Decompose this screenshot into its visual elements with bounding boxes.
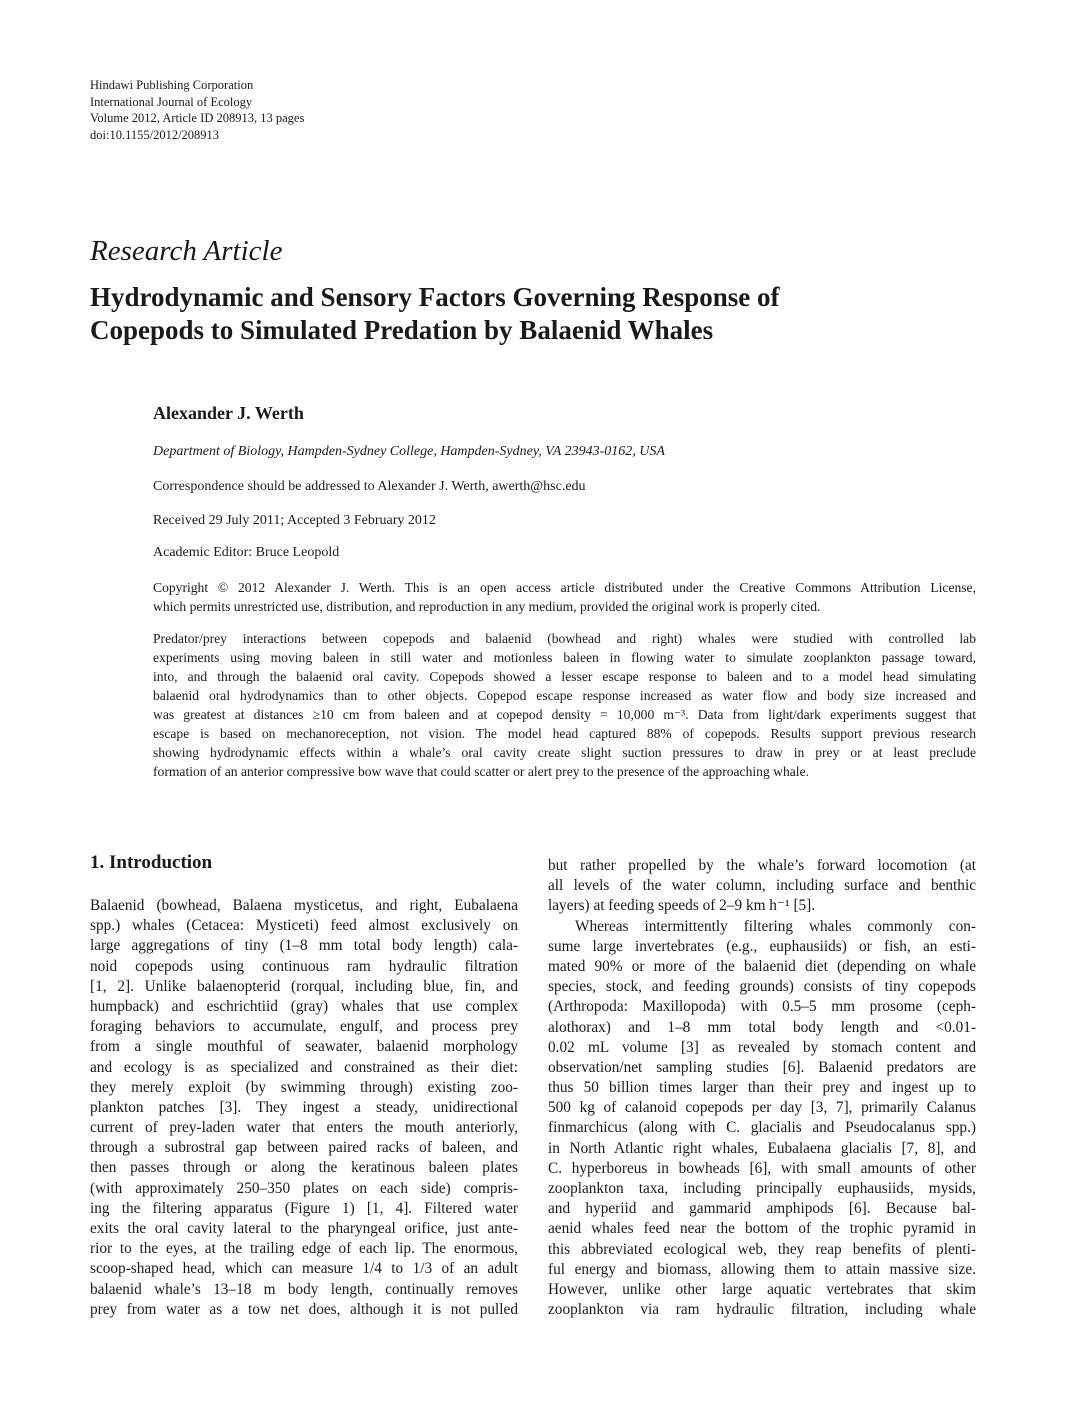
body-line: rior to the eyes, at the trailing edge of each lip. The enormous, [90,1240,518,1258]
title-line: Copepods to Simulated Predation by Balaenid Whales [90,315,714,345]
body-line: 500 kg of calanoid copepods per day [3, 7], primarily Calanus [548,1099,976,1117]
body-line: from a single mouthful of seawater, balaenid morphology [90,1038,518,1056]
abstract-line: escape is based on mechanoreception, not vision. The model head captured 88% of copepods. Results support previous research [153,726,976,741]
body-line: sume large invertebrates (e.g., euphausiids) or fish, an esti- [548,937,976,955]
body-line: C. hyperboreus in bowheads [6], with small amounts of other [548,1159,976,1177]
abstract-line: experiments using moving baleen in still water and motionless baleen in flowing water to simulate zooplankton passage toward, [153,650,976,665]
copyright-notice [153,578,976,616]
abstract-line: formation of an anterior compressive bow wave that could scatter or alert prey to the presence of the approaching whale. [153,764,810,779]
body-line: Whereas intermittently filtering whales commonly con- [575,917,976,935]
body-line: humpback) and eschrichtiid (gray) whales that use complex [90,997,518,1015]
author-affiliation: Department of Biology, Hampden-Sydney College, Hampden-Sydney, VA 23943-0162, USA [153,444,665,459]
body-line: (with approximately 250–350 plates on each side) compris- [90,1179,518,1197]
title-line: Hydrodynamic and Sensory Factors Governing Response of [90,282,780,312]
copyright-line: which permits unrestricted use, distribution, and reproduction in any medium, provided the original work is properly cited. [153,599,821,614]
body-line: prey from water as a tow net does, although it is not pulled [90,1300,518,1318]
body-column-right [548,856,976,1320]
abstract-line: was greatest at distances ≥10 cm from baleen and at copepod density = 10,000 m⁻³. Data from light/dark experiments suggest that [153,707,976,722]
body-line: foraging behaviors to accumulate, engulf, and process prey [90,1018,518,1036]
volume-info: Volume 2012, Article ID 208913, 13 pages [90,111,305,125]
body-line: plankton patches [3]. They ingest a steady, unidirectional [90,1098,518,1116]
article-title [90,281,990,347]
abstract-line: balaenid oral hydrodynamics than to other objects. Copepod escape response increased as water flow and body size increased and [153,688,976,703]
body-line: observation/net sampling studies [6]. Balaenid predators are [548,1058,976,1076]
body-line: exits the oral cavity lateral to the pharyngeal orifice, just ante- [90,1220,518,1237]
body-line: (Arthropoda: Maxillopoda) with 0.5–5 mm prosome (ceph- [548,998,976,1016]
body-line: ing the filtering apparatus (Figure 1) [1, 4]. Filtered water [90,1199,518,1217]
received-dates: Received 29 July 2011; Accepted 3 February 2012 [153,513,436,528]
body-line: large aggregations of tiny (1–8 mm total body length) cala- [90,937,518,955]
journal-name: International Journal of Ecology [90,94,253,109]
body-line: zooplankton taxa, including principally euphausiids, mysids, [548,1180,976,1197]
body-line: current of prey-laden water that enters the mouth anteriorly, [90,1119,518,1137]
copyright-line: Copyright © 2012 Alexander J. Werth. This is an open access article distributed under the Creative Commons Attribution License, [153,580,976,595]
body-line: [1, 2]. Unlike balaenopterid (rorqual, including blue, fin, and [90,977,518,995]
body-column-left [90,896,518,1320]
correspondence: Correspondence should be addressed to Alexander J. Werth, awerth@hsc.edu [153,479,586,494]
body-line: 0.02 mL volume [3] as revealed by stomach content and [548,1038,976,1056]
abstract-line: Predator/prey interactions between copepods and balaenid (bowhead and right) whales were studied with controlled lab [153,631,976,646]
body-line: they merely exploit (by swimming through) existing zoo- [90,1078,518,1096]
body-line: Balaenid (bowhead, Balaena mysticetus, and right, Eubalaena [90,897,518,914]
body-line: but rather propelled by the whale’s forward locomotion (at [548,857,976,874]
body-line: layers) at feeding speeds of 2–9 km h⁻¹ [5]. [548,897,816,915]
abstract-line: showing hydrodynamic effects within a whale’s oral cavity create slight suction pressures to draw in prey or at least preclude [153,745,976,760]
body-line: finmarchicus (along with C. glacialis and Pseudocalanus spp.) [548,1119,976,1137]
body-line: noid copepods using continuous ram hydraulic filtration [90,957,518,975]
academic-editor: Academic Editor: Bruce Leopold [153,545,340,560]
body-line: in North Atlantic right whales, Eubalaena glacialis [7, 8], and [548,1139,976,1157]
body-line: species, stock, and feeding grounds) consists of tiny copepods [548,978,976,996]
body-line: spp.) whales (Cetacea: Mysticeti) feed almost exclusively on [90,917,518,935]
body-line: this abbreviated ecological web, they reap benefits of plenti- [548,1240,976,1258]
body-line: ful energy and biomass, allowing them to attain massive size. [548,1260,976,1278]
body-line: and hyperiid and gammarid amphipods [6]. Because bal- [548,1200,976,1218]
section-heading: 1. Introduction [90,852,213,873]
body-line: all levels of the water column, including surface and benthic [548,877,976,895]
body-line: alothorax) and 1–8 mm total body length and <0.01- [548,1018,976,1036]
body-line: and ecology is as specialized and constrained as their diet: [90,1058,518,1076]
body-line: through a subrostral gap between paired racks of baleen, and [90,1139,518,1157]
abstract-line: into, and through the balaenid oral cavity. Copepods showed a lesser escape response to baleen and to a model head simulating [153,669,976,684]
abstract [153,629,976,781]
body-line: balaenid whale’s 13–18 m body length, continually removes [90,1280,518,1298]
body-line: zooplankton via ram hydraulic filtration, including whale [548,1301,976,1319]
body-line: aenid whales feed near the bottom of the trophic pyramid in [548,1220,976,1238]
article-type: Research Article [90,235,283,267]
body-line: mated 90% or more of the balaenid diet (depending on whale [548,957,976,975]
author-name: Alexander J. Werth [153,403,304,423]
body-line: However, unlike other large aquatic vertebrates that skim [548,1280,976,1298]
publication-info [90,77,304,143]
doi-link[interactable]: doi:10.1155/2012/208913 [90,127,220,142]
publisher-name: Hindawi Publishing Corporation [90,78,254,92]
body-line: thus 50 billion times larger than their prey and ingest up to [548,1079,976,1097]
body-line: then passes through or along the keratinous baleen plates [90,1159,518,1177]
body-line: scoop-shaped head, which can measure 1/4 to 1/3 of an adult [90,1260,518,1278]
